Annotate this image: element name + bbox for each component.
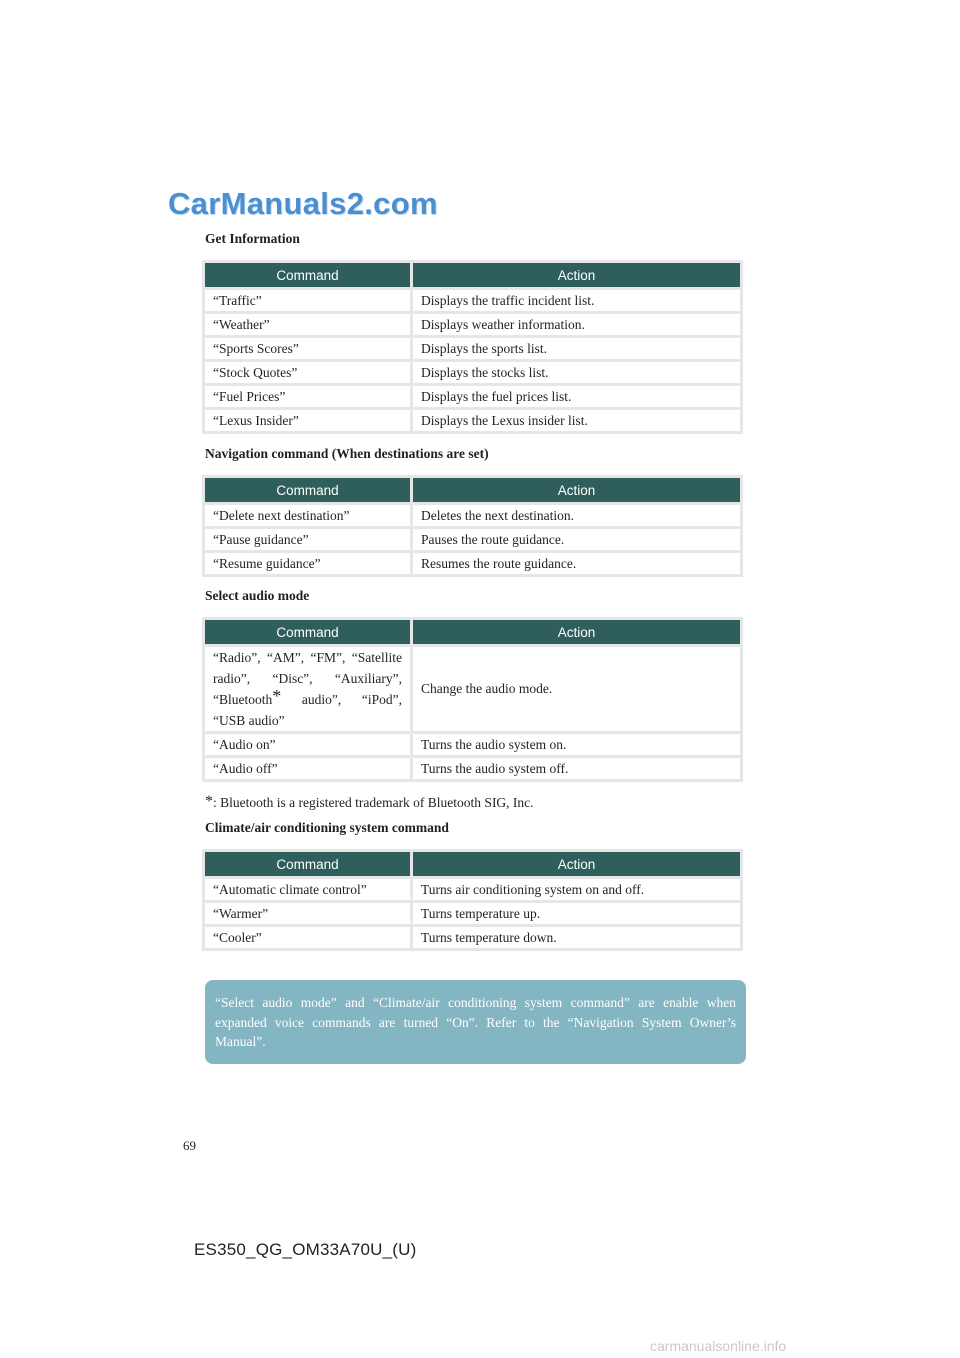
- table-row: [205, 505, 740, 526]
- command-header: Command: [205, 478, 410, 502]
- action-cell: Displays the fuel prices list.: [413, 386, 740, 407]
- section-heading-climate: Climate/air conditioning system command: [205, 820, 449, 835]
- footnote-marker: *: [272, 686, 282, 706]
- command-cell: “Lexus Insider”: [205, 410, 410, 431]
- command-cell: “Resume guidance”: [205, 553, 410, 574]
- table-row: [205, 758, 740, 779]
- action-cell: Turns temperature up.: [413, 903, 740, 924]
- footnote: [205, 795, 534, 813]
- command-cell: “Automatic climate control”: [205, 879, 410, 900]
- action-cell: Turns temperature down.: [413, 927, 740, 948]
- section-heading-get-information: Get Information: [205, 231, 300, 246]
- page-number: 69: [183, 1138, 196, 1153]
- table-header-row: [205, 620, 740, 644]
- action-cell: Displays weather information.: [413, 314, 740, 335]
- footnote-mark: *: [205, 793, 213, 810]
- table-row: [205, 553, 740, 574]
- action-header: Action: [413, 620, 740, 644]
- action-cell: Pauses the route guidance.: [413, 529, 740, 550]
- table-row: [205, 386, 740, 407]
- climate-command-table: [202, 849, 743, 951]
- command-header: Command: [205, 852, 410, 876]
- table-row: [205, 647, 740, 731]
- table-row: [205, 879, 740, 900]
- document-id: ES350_QG_OM33A70U_(U): [194, 1240, 417, 1259]
- command-cell: “Warmer”: [205, 903, 410, 924]
- section-heading-navigation: Navigation command (When destinations are set): [205, 446, 489, 461]
- table-row: [205, 903, 740, 924]
- navigation-command-table: [202, 475, 743, 577]
- command-header: Command: [205, 620, 410, 644]
- section-heading-select-audio-mode: Select audio mode: [205, 588, 310, 603]
- audio-mode-table: [202, 617, 743, 782]
- action-cell: Turns air conditioning system on and off.: [413, 879, 740, 900]
- table-header-row: [205, 263, 740, 287]
- footer-watermark: carmanualsonline.info: [650, 1338, 787, 1354]
- table-header-row: [205, 852, 740, 876]
- action-cell: Resumes the route guidance.: [413, 553, 740, 574]
- info-note-box: “Select audio mode” and “Climate/air conditioning system command” are enable when expanded voice commands are turned “On”. Refer to the “Navigation System Owner’s Manual”.: [205, 980, 746, 1064]
- watermark-logo: CarManuals2.com: [168, 186, 438, 221]
- command-cell: “Sports Scores”: [205, 338, 410, 359]
- command-text-part: audio”, “iPod”, “USB audio”: [213, 692, 402, 728]
- action-cell: Deletes the next destination.: [413, 505, 740, 526]
- action-cell: Displays the sports list.: [413, 338, 740, 359]
- table-row: [205, 734, 740, 755]
- command-cell: “Pause guidance”: [205, 529, 410, 550]
- command-cell: “Weather”: [205, 314, 410, 335]
- table-row: [205, 410, 740, 431]
- table-header-row: [205, 478, 740, 502]
- command-cell: [205, 647, 410, 731]
- command-cell: “Fuel Prices”: [205, 386, 410, 407]
- table-row: [205, 290, 740, 311]
- table-row: [205, 314, 740, 335]
- command-header: Command: [205, 263, 410, 287]
- get-information-table: [202, 260, 743, 434]
- action-header: Action: [413, 852, 740, 876]
- action-cell: Turns the audio system off.: [413, 758, 740, 779]
- command-cell: “Cooler”: [205, 927, 410, 948]
- action-cell: Turns the audio system on.: [413, 734, 740, 755]
- table-row: [205, 927, 740, 948]
- command-cell: “Audio on”: [205, 734, 410, 755]
- table-row: [205, 362, 740, 383]
- footnote-text: : Bluetooth is a registered trademark of Bluetooth SIG, Inc.: [213, 795, 534, 810]
- table-row: [205, 338, 740, 359]
- command-text-part: “Radio”, “AM”, “FM”, “Satellite radio”, “Disc”, “Auxiliary”, “Bluetooth: [213, 650, 402, 707]
- action-header: Action: [413, 263, 740, 287]
- command-cell: “Traffic”: [205, 290, 410, 311]
- action-cell: Displays the Lexus insider list.: [413, 410, 740, 431]
- command-cell: “Delete next destination”: [205, 505, 410, 526]
- action-cell: Displays the traffic incident list.: [413, 290, 740, 311]
- action-cell: Change the audio mode.: [413, 647, 740, 731]
- command-cell: “Stock Quotes”: [205, 362, 410, 383]
- command-cell: “Audio off”: [205, 758, 410, 779]
- action-header: Action: [413, 478, 740, 502]
- table-row: [205, 529, 740, 550]
- action-cell: Displays the stocks list.: [413, 362, 740, 383]
